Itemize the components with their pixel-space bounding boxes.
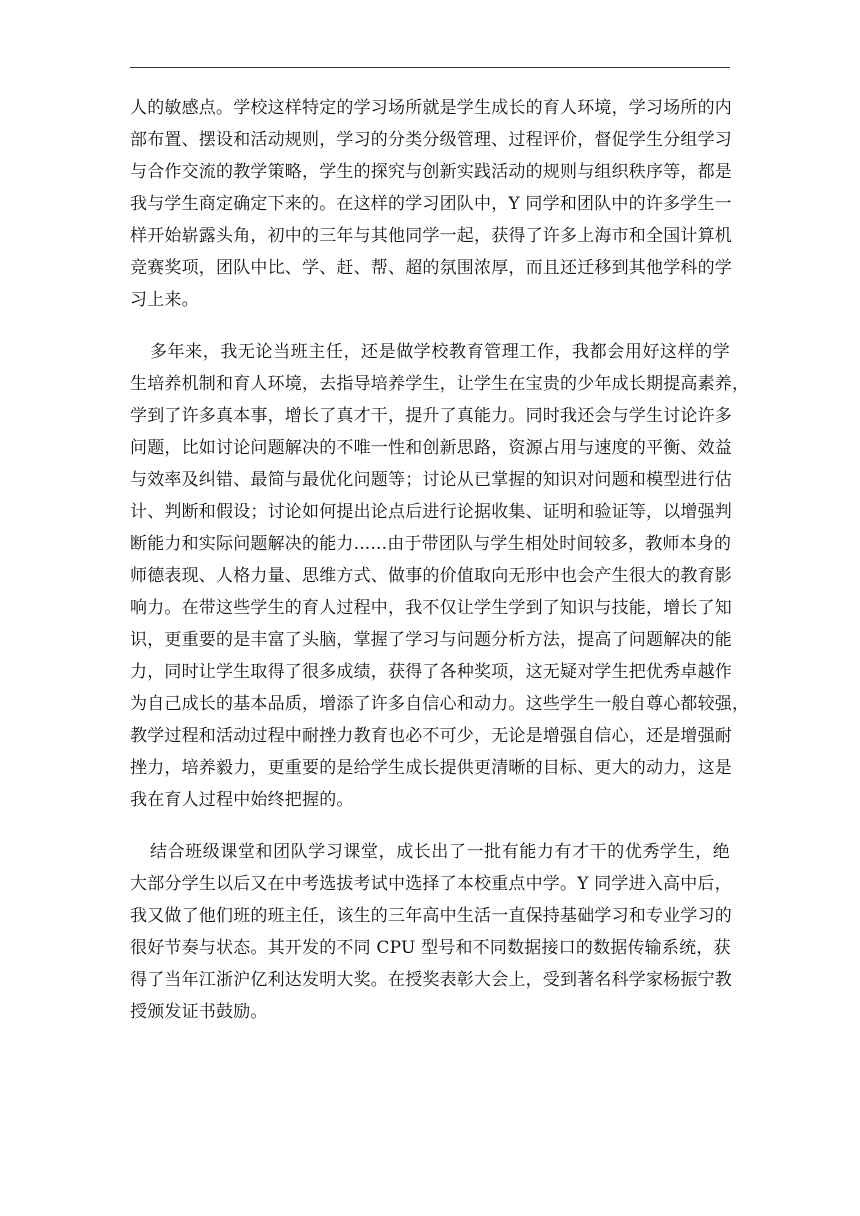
paragraph-2 (130, 336, 750, 816)
text-line: 很好节奏与状态。其开发的不同 CPU 型号和不同数据接口的数据传输系统，获 (130, 938, 731, 958)
text-line: 部布置、摆设和活动规则，学习的分类分级管理、过程评价，督促学生分组学习 (130, 130, 732, 150)
text-line: 师德表现、人格力量、思维方式、做事的价值取向无形中也会产生很大的教育影 (130, 566, 732, 586)
text-line: 识，更重要的是丰富了头脑，掌握了学习与问题分析方法，提高了问题解决的能 (130, 630, 732, 650)
text-line: 挫力，培养毅力，更重要的是给学生成长提供更清晰的目标、更大的动力，这是 (130, 758, 732, 778)
text-line: 大部分学生以后又在中考选拔考试中选择了本校重点中学。Y 同学进入高中后， (130, 874, 732, 894)
text-line: 人的敏感点。学校这样特定的学习场所就是学生成长的育人环境，学习场所的内 (130, 98, 732, 118)
text-line: 断能力和实际问题解决的能力......由于带团队与学生相处时间较多，教师本身的 (130, 534, 732, 554)
text-line: 问题，比如讨论问题解决的不唯一性和创新思路，资源占用与速度的平衡、效益 (130, 438, 732, 458)
text-line: 与效率及纠错、最简与最优化问题等；讨论从已掌握的知识对问题和模型进行估 (130, 470, 732, 490)
paragraph-1 (130, 92, 730, 316)
text-line: 为自己成长的基本品质，增添了许多自信心和动力。这些学生一般自尊心都较强， (130, 694, 750, 714)
paragraph-gap (130, 316, 730, 336)
text-line: 教学过程和活动过程中耐挫力教育也必不可少，无论是增强自信心，还是增强耐 (130, 726, 732, 746)
text-line: 计、判断和假设；讨论如何提出论点后进行论据收集、证明和验证等，以增强判 (130, 502, 732, 522)
text-line: 响力。在带这些学生的育人过程中，我不仅让学生学到了知识与技能，增长了知 (130, 598, 732, 618)
text-line: 竞赛奖项，团队中比、学、赶、帮、超的氛围浓厚，而且还迁移到其他学科的学 (130, 258, 732, 278)
text-line: 多年来，我无论当班主任，还是做学校教育管理工作，我都会用好这样的学 (150, 342, 730, 362)
text-line: 我在育人过程中始终把握的。 (130, 790, 354, 810)
text-line: 得了当年江浙沪亿利达发明大奖。在授奖表彰大会上，受到著名科学家杨振宁教 (130, 970, 732, 990)
document-body (130, 92, 750, 1028)
text-line: 授颁发证书鼓励。 (130, 1002, 268, 1022)
text-line: 与合作交流的教学策略，学生的探究与创新实践活动的规则与组织秩序等，都是 (130, 162, 732, 182)
text-line: 生培养机制和育人环境，去指导培养学生，让学生在宝贵的少年成长期提高素养， (130, 374, 750, 394)
paragraph-3 (130, 836, 730, 1028)
text-line: 习上来。 (130, 290, 199, 310)
header-rule (130, 67, 730, 68)
text-line: 结合班级课堂和团队学习课堂，成长出了一批有能力有才干的优秀学生，绝 (150, 842, 730, 862)
paragraph-gap (130, 816, 730, 836)
text-line: 样开始崭露头角，初中的三年与其他同学一起，获得了许多上海市和全国计算机 (130, 226, 732, 246)
text-line: 我与学生商定确定下来的。在这样的学习团队中，Y 同学和团队中的许多学生一 (130, 194, 732, 214)
text-line: 我又做了他们班的班主任，该生的三年高中生活一直保持基础学习和专业学习的 (130, 906, 732, 926)
text-line: 力，同时让学生取得了很多成绩，获得了各种奖项，这无疑对学生把优秀卓越作 (130, 662, 732, 682)
text-line: 学到了许多真本事，增长了真才干，提升了真能力。同时我还会与学生讨论许多 (130, 406, 732, 426)
